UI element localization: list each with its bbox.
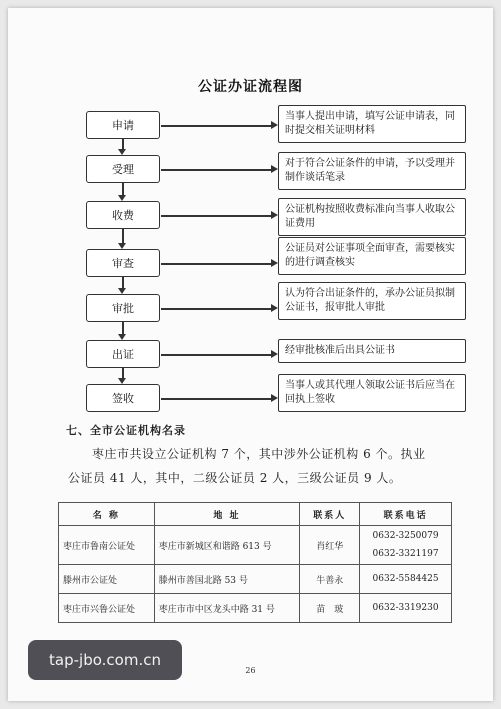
watermark-badge: tap-jbo.com.cn: [28, 640, 182, 680]
cell-address: 枣庄市新城区和谐路 613 号: [154, 526, 300, 565]
page-number: 26: [245, 666, 256, 675]
connector-line: [161, 125, 271, 127]
arrow-right-icon: [271, 211, 278, 219]
table-row: [59, 565, 452, 594]
step-issue: 出证: [86, 340, 160, 368]
arrow-right-icon: [271, 304, 278, 312]
arrow-right-icon: [271, 350, 278, 358]
arrow-right-icon: [271, 394, 278, 402]
table-row: [59, 526, 452, 565]
phone-number: 0632-3250079: [372, 531, 439, 541]
step-issue-description: 经审批核准后出具公证书: [278, 339, 466, 363]
step-review-description: 公证员对公证事项全面审查，需要核实的进行调查核实: [278, 237, 466, 275]
paragraph-line: 公证员 41 人，其中，二级公证员 2 人，三级公证员 9 人。: [68, 471, 402, 485]
arrow-right-icon: [271, 165, 278, 173]
cell-contact: 肖红华: [300, 526, 360, 565]
cell-phone: 0632-3319230: [360, 594, 452, 623]
cell-name: 滕州市公证处: [59, 565, 155, 594]
step-apply: 申请: [86, 111, 160, 139]
column-header-contact: 联系人: [300, 503, 360, 526]
connector-line: [122, 229, 124, 244]
step-fee-description: 公证机构按照收费标准向当事人收取公证费用: [278, 198, 466, 236]
step-accept: 受理: [86, 155, 160, 183]
step-review: 审查: [86, 249, 160, 277]
table-header-row: [59, 503, 452, 526]
document-page: [8, 8, 493, 701]
cell-contact: 苗 玻: [300, 594, 360, 623]
step-sign-description: 当事人或其代理人领取公证书后应当在回执上签收: [278, 374, 466, 412]
step-approve-description: 认为符合出证条件的，承办公证员拟制公证书，报审批人审批: [278, 282, 466, 320]
column-header-address: 地 址: [154, 503, 300, 526]
cell-phone: [360, 526, 452, 565]
connector-line: [161, 263, 271, 265]
step-accept-description: 对于符合公证条件的申请，予以受理并制作谈话笔录: [278, 152, 466, 190]
arrow-right-icon: [271, 259, 278, 267]
connector-line: [161, 308, 271, 310]
column-header-phone: 联系电话: [360, 503, 452, 526]
connector-line: [161, 215, 271, 217]
cell-contact: 牛善永: [300, 565, 360, 594]
step-sign: 签收: [86, 384, 160, 412]
step-fee: 收费: [86, 201, 160, 229]
cell-address: 滕州市善国北路 53 号: [154, 565, 300, 594]
table-row: [59, 594, 452, 623]
notary-directory-table: [58, 502, 452, 623]
flowchart-title: 公证办证流程图: [198, 79, 303, 95]
arrow-right-icon: [271, 121, 278, 129]
connector-line: [161, 354, 271, 356]
paragraph-line: 枣庄市共设立公证机构 7 个，其中涉外公证机构 6 个。执业: [92, 447, 426, 461]
column-header-name: 名 称: [59, 503, 155, 526]
phone-number: 0632-3321197: [372, 549, 439, 559]
cell-name: 枣庄市兴鲁公证处: [59, 594, 155, 623]
connector-line: [161, 398, 271, 400]
step-approve: 审批: [86, 294, 160, 322]
connector-line: [161, 169, 271, 171]
section-heading: 七、全市公证机构名录: [66, 424, 186, 437]
cell-name: 枣庄市鲁南公证处: [59, 526, 155, 565]
cell-phone: 0632-5584425: [360, 565, 452, 594]
cell-address: 枣庄市市中区龙头中路 31 号: [154, 594, 300, 623]
step-apply-description: 当事人提出申请，填写公证申请表，同时提交相关证明材料: [278, 105, 466, 143]
